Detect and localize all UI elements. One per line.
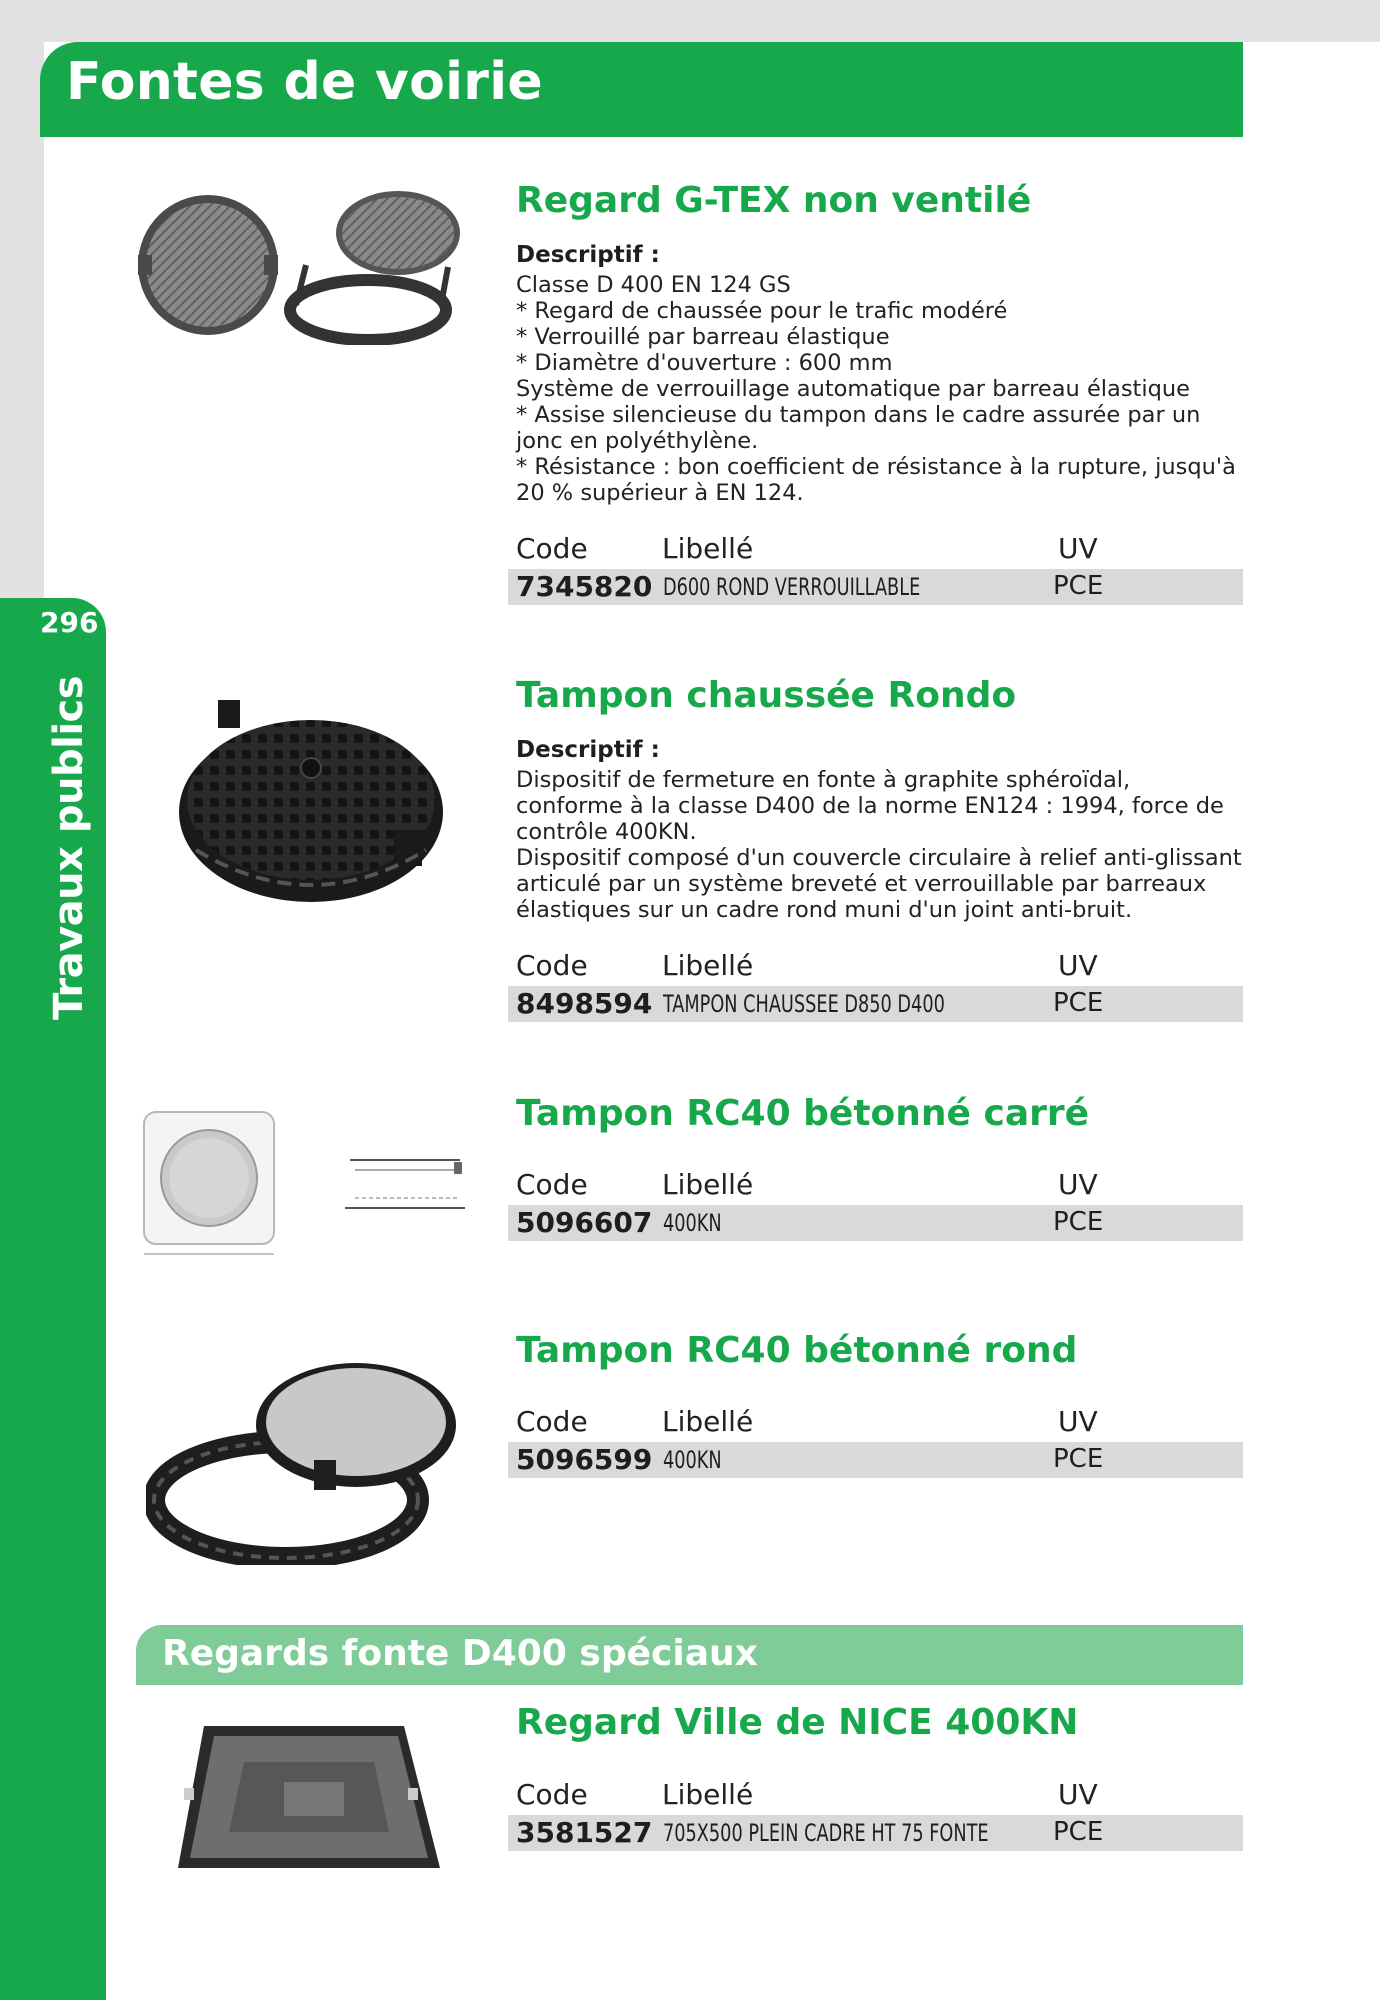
column-header-uv: UV	[1058, 1405, 1098, 1438]
product-title: Tampon RC40 bétonné rond	[516, 1330, 1078, 1371]
product-code: 7345820	[516, 570, 653, 603]
column-header-libelle: Libellé	[662, 532, 754, 565]
product-image-rc40-rond	[146, 1350, 466, 1565]
product-image-rondo	[176, 700, 446, 905]
description-line: * Regard de chaussée pour le trafic modéré	[516, 298, 1008, 324]
description-line: * Assise silencieuse du tampon dans le cadre assurée par un	[516, 402, 1201, 428]
product-title: Tampon chaussée Rondo	[516, 675, 1017, 716]
description-line: Dispositif de fermeture en fonte à graphite sphéroïdal,	[516, 767, 1131, 793]
description-label: Descriptif :	[516, 737, 660, 763]
description-line: * Verrouillé par barreau élastique	[516, 324, 890, 350]
product-uv: PCE	[1053, 1207, 1104, 1237]
product-image-gtex	[136, 185, 486, 345]
column-header-code: Code	[516, 949, 588, 982]
description-line: Système de verrouillage automatique par barreau élastique	[516, 376, 1191, 402]
product-uv: PCE	[1053, 1444, 1104, 1474]
column-header-code: Code	[516, 1405, 588, 1438]
product-code: 5096607	[516, 1206, 653, 1239]
column-header-uv: UV	[1058, 949, 1098, 982]
description-line: élastiques sur un cadre rond muni d'un joint anti-bruit.	[516, 897, 1133, 923]
description-line: conforme à la classe D400 de la norme EN124 : 1994, force de	[516, 793, 1224, 819]
product-libelle: 400KN	[663, 1209, 722, 1237]
column-header-code: Code	[516, 1168, 588, 1201]
page-title: Fontes de voirie	[66, 52, 543, 112]
subsection-header	[136, 1625, 1243, 1685]
column-header-libelle: Libellé	[662, 949, 754, 982]
column-header-libelle: Libellé	[662, 1405, 754, 1438]
column-header-uv: UV	[1058, 1778, 1098, 1811]
column-header-uv: UV	[1058, 1168, 1098, 1201]
product-image-nice	[174, 1722, 444, 1872]
description-line: Classe D 400 EN 124 GS	[516, 272, 791, 298]
description-line: * Résistance : bon coefficient de résistance à la rupture, jusqu'à	[516, 454, 1236, 480]
product-libelle: D600 ROND VERROUILLABLE	[663, 573, 921, 601]
product-code: 8498594	[516, 987, 653, 1020]
subsection-title: Regards fonte D400 spéciaux	[162, 1633, 758, 1674]
product-title: Regard Ville de NICE 400KN	[516, 1702, 1079, 1743]
table-row	[508, 1205, 1243, 1241]
column-header-code: Code	[516, 1778, 588, 1811]
product-uv: PCE	[1053, 571, 1104, 601]
table-row	[508, 569, 1243, 605]
description-line: jonc en polyéthylène.	[516, 428, 759, 454]
description-line: 20 % supérieur à EN 124.	[516, 480, 804, 506]
product-uv: PCE	[1053, 1817, 1104, 1847]
top-gray-band	[0, 0, 1380, 42]
column-header-libelle: Libellé	[662, 1168, 754, 1201]
product-uv: PCE	[1053, 988, 1104, 1018]
product-libelle: TAMPON CHAUSSEE D850 D400	[663, 990, 945, 1018]
product-code: 3581527	[516, 1816, 653, 1849]
column-header-libelle: Libellé	[662, 1778, 754, 1811]
page-number: 296	[40, 606, 99, 639]
description-line: contrôle 400KN.	[516, 819, 697, 845]
description-label: Descriptif :	[516, 242, 660, 268]
product-title: Tampon RC40 bétonné carré	[516, 1093, 1090, 1134]
column-header-code: Code	[516, 532, 588, 565]
product-libelle: 400KN	[663, 1446, 722, 1474]
table-row	[508, 1815, 1243, 1851]
column-header-uv: UV	[1058, 532, 1098, 565]
description-line: Dispositif composé d'un couvercle circulaire à relief anti-glissant	[516, 845, 1242, 871]
description-line: * Diamètre d'ouverture : 600 mm	[516, 350, 893, 376]
product-title: Regard G-TEX non ventilé	[516, 180, 1032, 221]
product-libelle: 705X500 PLEIN CADRE HT 75 FONTE	[663, 1819, 989, 1847]
product-code: 5096599	[516, 1443, 653, 1476]
table-row	[508, 1442, 1243, 1478]
description-line: articulé par un système breveté et verrouillable par barreaux	[516, 871, 1207, 897]
section-label: Travaux publics	[46, 675, 92, 1020]
page-header	[40, 42, 1243, 137]
product-image-rc40-carre	[140, 1108, 480, 1258]
table-row	[508, 986, 1243, 1022]
left-gray-band	[0, 42, 44, 602]
